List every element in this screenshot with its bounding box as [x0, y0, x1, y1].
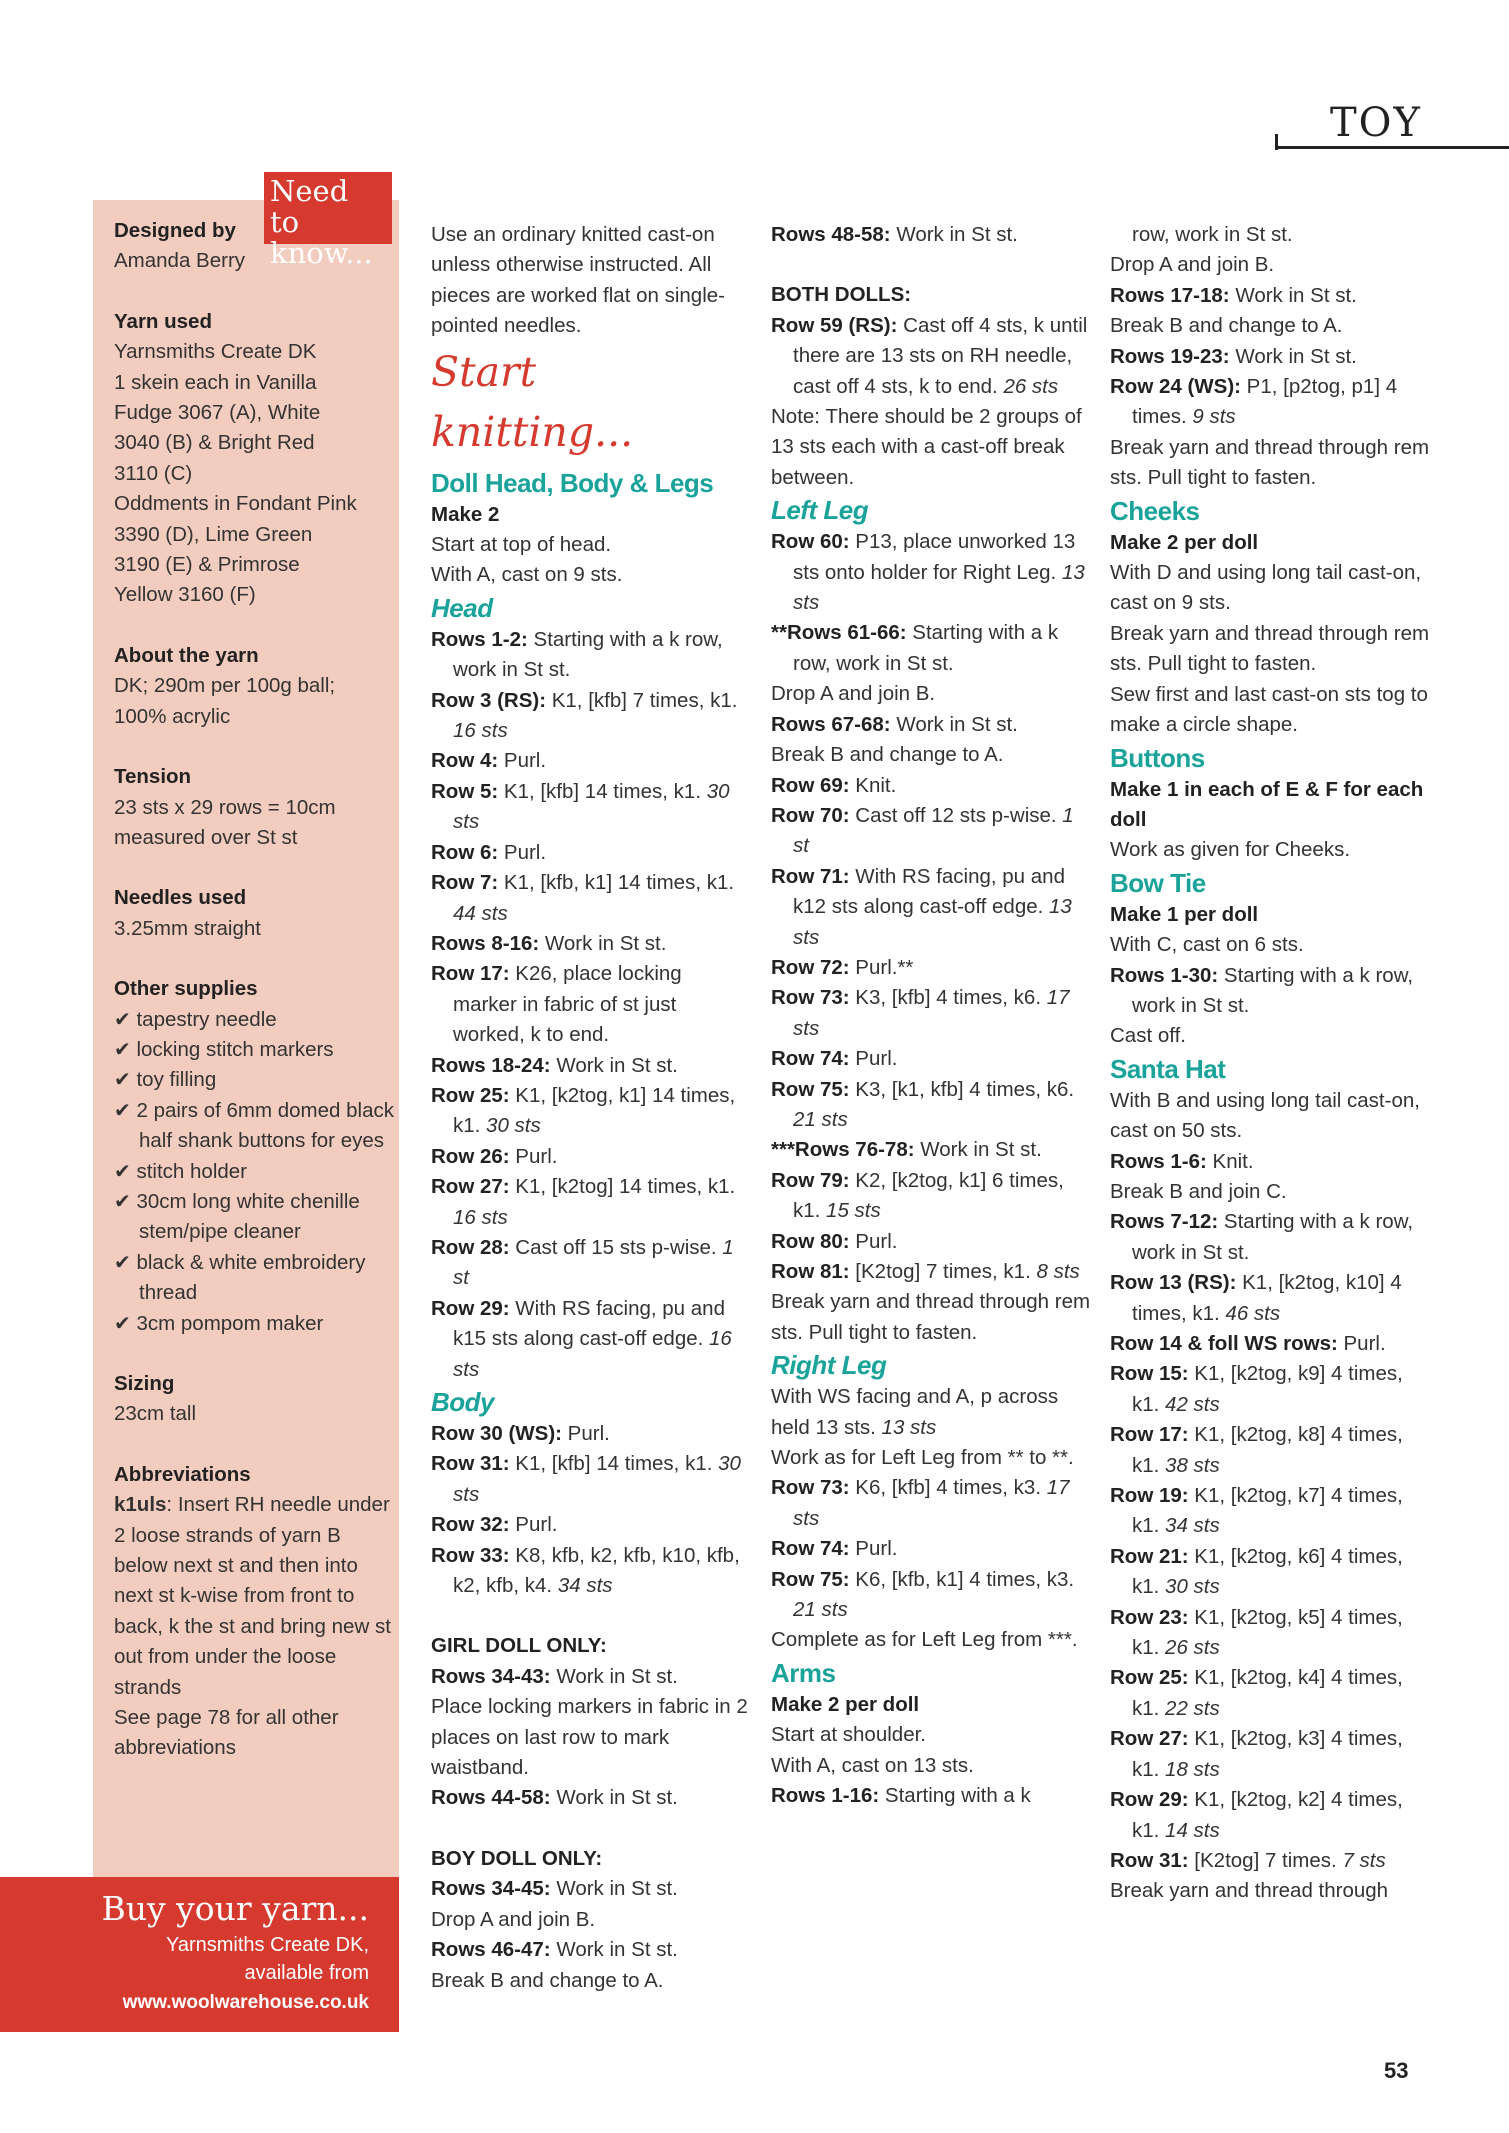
row-instruction: Row 25: K1, [k2tog, k4] 4 times, k1. 22 sts [1110, 1666, 1403, 1720]
instruction-line: Cast off. [1110, 1024, 1186, 1048]
row-instruction: Rows 7-12: Starting with a k row, work in St st. [1110, 1210, 1414, 1264]
yarn-line: 3110 (C) [114, 461, 193, 485]
make-instruction: Make 2 [431, 502, 500, 526]
check-icon: ✔ [114, 1099, 131, 1122]
needles-heading: Needles used [114, 886, 247, 910]
check-icon: ✔ [114, 1038, 131, 1061]
row-instruction: Row 30 (WS): Purl. [431, 1422, 610, 1445]
sidebar-content [114, 216, 394, 1794]
tension-line: 23 sts x 29 rows = 10cm [114, 795, 336, 819]
yarn-line: Fudge 3067 (A), White [114, 401, 321, 425]
start-knitting-heading: Start knitting... [431, 347, 634, 456]
instruction-line: Start at top of head. [431, 533, 612, 557]
both-dolls-heading: BOTH DOLLS: [771, 283, 912, 307]
supply-item: ✔ toy filling [114, 1068, 217, 1092]
row-instruction: Rows 18-24: Work in St st. [431, 1053, 678, 1077]
row-instruction: Rows 17-18: Work in St st. [1110, 283, 1357, 307]
about-yarn-line: 100% acrylic [114, 704, 231, 728]
buy-yarn-line: available from [244, 1962, 369, 1984]
check-icon: ✔ [114, 1069, 131, 1092]
check-icon: ✔ [114, 1190, 131, 1213]
abbreviations-heading: Abbreviations [114, 1462, 251, 1486]
yarn-used-heading: Yarn used [114, 309, 212, 333]
row-instruction: Rows 1-6: Knit. [1110, 1149, 1254, 1173]
row-instruction: Row 33: K8, kfb, k2, kfb, k10, kfb, k2, kfb, k4. 34 sts [431, 1543, 740, 1598]
row-instruction: Row 72: Purl.** [771, 955, 914, 979]
supplies-section [114, 974, 394, 1339]
row-instruction: Row 81: [K2tog] 7 times, k1. 8 sts [771, 1260, 1080, 1283]
abbreviations-footer: See page 78 for all other abbreviations [114, 1706, 339, 1760]
make-instruction: Make 1 per doll [1110, 902, 1259, 926]
row-instruction: Row 24 (WS): P1, [p2tog, p1] 4 times. 9 sts [1110, 375, 1398, 429]
tension-line: measured over St st [114, 825, 298, 849]
boy-doll-heading: BOY DOLL ONLY: [431, 1846, 603, 1870]
row-instruction: Rows 1-16: Starting with a k [771, 1784, 1031, 1808]
make-instruction: Make 2 per doll [1110, 530, 1259, 554]
row-instruction: Rows 67-68: Work in St st. [771, 712, 1018, 736]
row-instruction: Row 17: K26, place locking marker in fabric of st just worked, k to end. [431, 962, 682, 1047]
need-to-know-badge: Need to know... [264, 172, 392, 244]
instruction-line: Break B and join C. [1110, 1179, 1287, 1203]
instruction-line: Break yarn and thread through rem sts. Pull tight to fasten. [1110, 621, 1430, 676]
row-instruction: Row 70: Cast off 12 sts p-wise. 1 st [771, 803, 1074, 858]
row-instruction: Row 28: Cast off 15 sts p-wise. 1 st [431, 1235, 734, 1290]
girl-doll-heading: GIRL DOLL ONLY: [431, 1634, 607, 1658]
row-instruction: Row 73: K6, [kfb] 4 times, k3. 17 sts [771, 1476, 1070, 1530]
instruction-line: Break B and change to A. [431, 1968, 664, 1992]
row-instruction: Row 31: [K2tog] 7 times. 7 sts [1110, 1848, 1386, 1872]
row-instruction: Row 7: K1, [kfb, k1] 14 times, k1. 44 sts [431, 871, 735, 925]
row-instruction: Row 27: K1, [k2tog, k3] 4 times, k1. 18 sts [1110, 1727, 1403, 1781]
row-instruction: Row 25: K1, [k2tog, k1] 14 times, k1. 30 sts [431, 1083, 736, 1138]
row-instruction: Row 59 (RS): Cast off 4 sts, k until there are 13 sts on RH needle, cast off 4 sts, k to end. 26 sts [771, 313, 1088, 398]
section-label: TOY [1330, 100, 1422, 146]
about-yarn-heading: About the yarn [114, 643, 259, 667]
supply-item: ✔ 30cm long white chenille stem/pipe cleaner [114, 1189, 360, 1244]
instruction-line: Drop A and join B. [771, 682, 936, 706]
instruction-line: With WS facing and A, p across held 13 sts. 13 sts [771, 1385, 1059, 1439]
buy-yarn-title: Buy your yarn... [101, 1889, 369, 1928]
instruction-line: Sew first and last cast-on sts tog to make a circle shape. [1110, 682, 1428, 737]
instruction-line: Complete as for Left Leg from ***. [771, 1628, 1078, 1652]
yarn-line: 3190 (E) & Primrose [114, 553, 300, 577]
row-instruction: Row 71: With RS facing, pu and k12 sts along cast-off edge. 13 sts [771, 864, 1072, 949]
yarn-line: Yellow 3160 (F) [114, 583, 256, 607]
body-heading: Body [431, 1387, 494, 1417]
needles-section [114, 883, 394, 944]
row-instruction: Row 5: K1, [kfb] 14 times, k1. 30 sts [431, 779, 730, 834]
designer-name: Amanda Berry [114, 249, 246, 273]
abbreviations-section [114, 1460, 394, 1764]
row-instruction: Row 17: K1, [k2tog, k8] 4 times, k1. 38 sts [1110, 1423, 1403, 1477]
supplies-list [114, 1005, 394, 1339]
row-instruction: Row 4: Purl. [431, 749, 547, 773]
abbreviation-entry: k1uls: Insert RH needle under 2 loose strands of yarn B below next st and then into next st k-wise from front to back, k the st and bring new st out from under the loose strands [114, 1493, 391, 1699]
row-instruction: Row 73: K3, [kfb] 4 times, k6. 17 sts [771, 986, 1070, 1040]
yarn-line: 3040 (B) & Bright Red [114, 431, 315, 455]
sizing-heading: Sizing [114, 1372, 175, 1395]
row-instruction: Rows 19-23: Work in St st. [1110, 344, 1357, 368]
yarn-line: 3390 (D), Lime Green [114, 522, 313, 546]
row-instruction: Row 80: Purl. [771, 1229, 898, 1253]
designed-by-heading: Designed by [114, 219, 236, 242]
sizing-section [114, 1369, 394, 1430]
buy-yarn-box [0, 1877, 399, 2032]
yarn-line: Yarnsmiths Create DK [114, 340, 317, 364]
row-instruction: Row 74: Purl. [771, 1047, 898, 1071]
row-instruction: Row 75: K3, [k1, kfb] 4 times, k6. 21 sts [771, 1077, 1075, 1131]
row-instruction: ***Rows 76-78: Work in St st. [771, 1138, 1042, 1162]
buy-yarn-line: Yarnsmiths Create DK, [165, 1934, 369, 1956]
row-instruction: Row 26: Purl. [431, 1144, 558, 1168]
check-icon: ✔ [114, 1160, 131, 1183]
check-icon: ✔ [114, 1008, 131, 1031]
note-text: Note: There should be 2 groups of 13 sts each with a cast-off break between. [771, 405, 1082, 489]
row-instruction: **Rows 61-66: Starting with a k row, work in St st. [771, 621, 1059, 675]
instruction-line: Drop A and join B. [431, 1907, 596, 1931]
supply-item: ✔ tapestry needle [114, 1007, 277, 1031]
row-instruction: Row 3 (RS): K1, [kfb] 7 times, k1. 16 sts [431, 688, 738, 743]
row-instruction: Row 32: Purl. [431, 1513, 558, 1537]
page-number: 53 [1384, 2058, 1409, 2083]
row-instruction: Row 31: K1, [kfb] 14 times, k1. 30 sts [431, 1452, 741, 1506]
supply-item: ✔ locking stitch markers [114, 1037, 334, 1061]
doll-section-heading: Doll Head, Body & Legs [431, 467, 714, 498]
instruction-line: Work as given for Cheeks. [1110, 838, 1351, 862]
row-instruction: Row 27: K1, [k2tog] 14 times, k1. 16 sts [431, 1175, 736, 1229]
head-heading: Head [431, 592, 493, 623]
instruction-line: With B and using long tail cast-on, cast on 50 sts. [1110, 1088, 1420, 1143]
instruction-line: Start at shoulder. [771, 1723, 926, 1747]
arms-heading: Arms [771, 1657, 836, 1688]
yarn-line: Oddments in Fondant Pink [114, 492, 357, 516]
supply-item: ✔ 2 pairs of 6mm domed black half shank buttons for eyes [114, 1098, 394, 1153]
check-icon: ✔ [114, 1312, 131, 1335]
tension-heading: Tension [114, 765, 192, 789]
about-yarn-section [114, 641, 394, 732]
row-instruction: Row 74: Purl. [771, 1537, 898, 1561]
instruction-line: row, work in St st. [1132, 223, 1293, 246]
row-instruction: Row 60: P13, place unworked 13 sts onto holder for Right Leg. 13 sts [771, 530, 1085, 615]
row-instruction: Rows 8-16: Work in St st. [431, 931, 667, 955]
row-instruction: Row 79: K2, [k2tog, k1] 6 times, k1. 15 sts [771, 1168, 1064, 1223]
row-instruction: Row 29: K1, [k2tog, k2] 4 times, k1. 14 sts [1110, 1788, 1403, 1842]
make-instruction: Make 1 in each of E & F for each doll [1110, 777, 1424, 831]
row-instruction: Row 69: Knit. [771, 773, 897, 797]
make-instruction: Make 2 per doll [771, 1692, 920, 1716]
cheeks-heading: Cheeks [1110, 495, 1200, 526]
row-instruction: Row 15: K1, [k2tog, k9] 4 times, k1. 42 sts [1110, 1362, 1403, 1416]
instruction-line: With C, cast on 6 sts. [1110, 933, 1304, 957]
left-leg-heading: Left Leg [771, 495, 869, 526]
instruction-line: Break yarn and thread through rem sts. Pull tight to fasten. [771, 1290, 1091, 1344]
instruction-line: With A, cast on 9 sts. [431, 563, 623, 587]
santa-hat-heading: Santa Hat [1110, 1053, 1226, 1084]
instruction-line: With A, cast on 13 sts. [771, 1753, 974, 1777]
row-instruction: Rows 1-30: Starting with a k row, work in St st. [1110, 963, 1414, 1017]
instruction-line: With D and using long tail cast-on, cast on 9 sts. [1110, 561, 1422, 615]
pattern-column-1 [431, 220, 751, 1996]
row-instruction: Rows 44-58: Work in St st. [431, 1786, 678, 1810]
instruction-line: Break B and change to A. [1110, 314, 1343, 338]
needles-line: 3.25mm straight [114, 916, 261, 940]
row-instruction: Row 14 & foll WS rows: Purl. [1110, 1332, 1386, 1355]
instruction-line: Break yarn and thread through rem sts. Pull tight to fasten. [1110, 435, 1430, 490]
row-instruction: Rows 34-45: Work in St st. [431, 1877, 678, 1901]
row-instruction: Rows 46-47: Work in St st. [431, 1938, 678, 1962]
buy-yarn-url[interactable]: www.woolwarehouse.co.uk [122, 1992, 369, 2013]
about-yarn-line: DK; 290m per 100g ball; [114, 674, 336, 698]
buttons-heading: Buttons [1110, 742, 1205, 773]
row-instruction: Row 75: K6, [kfb, k1] 4 times, k3. 21 sts [771, 1567, 1075, 1622]
supply-item: ✔ stitch holder [114, 1159, 247, 1183]
yarn-line: 1 skein each in Vanilla [114, 370, 317, 394]
instruction-line: Break yarn and thread through [1110, 1879, 1389, 1903]
row-instruction: Row 21: K1, [k2tog, k6] 4 times, k1. 30 sts [1110, 1544, 1403, 1599]
pattern-column-2 [771, 220, 1091, 1812]
instruction-line: Break B and change to A. [771, 743, 1004, 767]
header-rule [1275, 146, 1509, 149]
row-instruction: Row 13 (RS): K1, [k2tog, k10] 4 times, k1. 46 sts [1110, 1271, 1402, 1325]
intro-text: Use an ordinary knitted cast-on unless otherwise instructed. All pieces are worked flat on single-pointed needles. [431, 223, 725, 338]
supplies-heading: Other supplies [114, 977, 258, 1001]
designed-by-section [114, 216, 394, 277]
instruction-line: Place locking markers in fabric in 2 places on last row to mark waistband. [431, 1695, 748, 1780]
row-instruction: Row 23: K1, [k2tog, k5] 4 times, k1. 26 sts [1110, 1605, 1403, 1660]
instruction-line: Drop A and join B. [1110, 253, 1275, 277]
tension-section [114, 762, 394, 853]
supply-item: ✔ black & white embroidery thread [114, 1250, 366, 1305]
row-instruction: Rows 1-2: Starting with a k row, work in St st. [431, 627, 723, 682]
row-instruction: Rows 34-43: Work in St st. [431, 1664, 678, 1688]
instruction-line: Work as for Left Leg from ** to **. [771, 1446, 1074, 1470]
row-instruction: Row 19: K1, [k2tog, k7] 4 times, k1. 34 sts [1110, 1484, 1403, 1538]
row-instruction: Row 6: Purl. [431, 840, 547, 864]
bow-tie-heading: Bow Tie [1110, 867, 1206, 898]
pattern-column-3 [1110, 220, 1430, 1907]
supply-item: ✔ 3cm pompom maker [114, 1311, 324, 1335]
yarn-used-section [114, 307, 394, 611]
check-icon: ✔ [114, 1251, 131, 1274]
row-instruction: Row 29: With RS facing, pu and k15 sts along cast-off edge. 16 sts [431, 1296, 732, 1381]
row-instruction: Rows 48-58: Work in St st. [771, 223, 1018, 246]
right-leg-heading: Right Leg [771, 1350, 887, 1381]
sizing-line: 23cm tall [114, 1402, 197, 1426]
